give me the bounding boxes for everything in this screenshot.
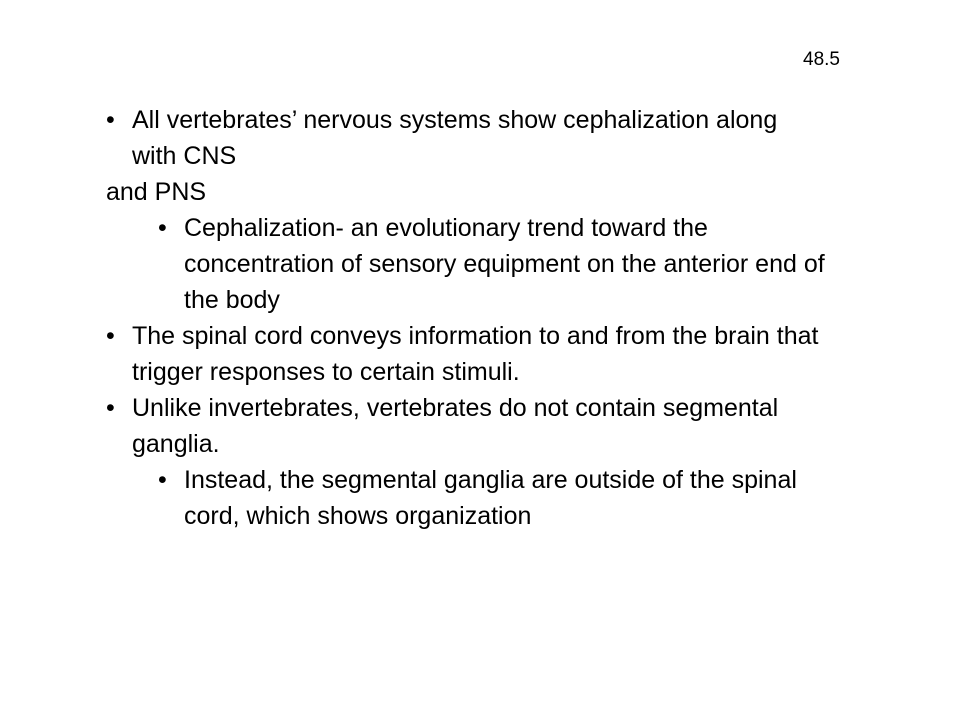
list-item [106,174,826,210]
list-item-text: Instead, the segmental ganglia are outside of the spinal cord, which shows organization [184,466,797,530]
slide-number: 48.5 [803,49,840,70]
list-item-text: and PNS [106,178,207,206]
list-item [106,318,826,390]
bullet-icon: • [106,394,115,422]
list-item-text: Cephalization- an evolutionary trend toward the concentration of sensory equipment on the anterior end of the body [184,214,825,314]
list-item [106,102,826,174]
bullet-list [106,102,826,534]
list-item-text: Unlike invertebrates, vertebrates do not contain segmental ganglia. [132,394,779,458]
bullet-icon: • [106,106,115,134]
list-item-text: All vertebrates’ nervous systems show cephalization along with CNS [132,106,778,170]
bullet-icon: • [106,322,115,350]
list-item-text: The spinal cord conveys information to and from the brain that trigger responses to certain stimuli. [132,322,819,386]
list-item [106,390,826,462]
bullet-icon: • [158,214,167,242]
list-item [158,462,826,534]
bullet-icon: • [158,466,167,494]
list-item [158,210,826,318]
